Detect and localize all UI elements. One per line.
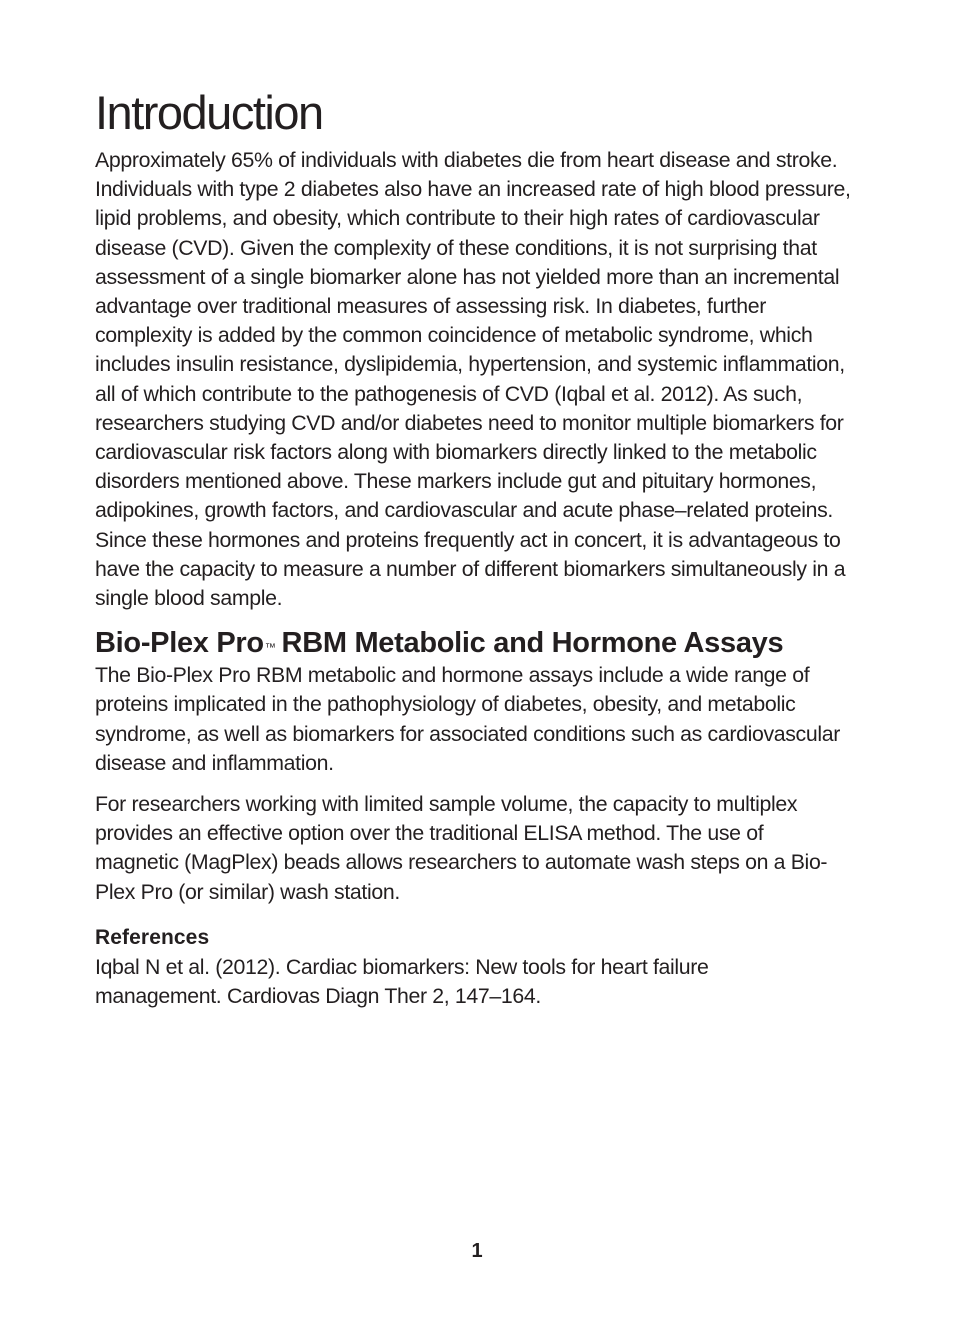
document-page xyxy=(95,86,865,1011)
reference-item: Iqbal N et al. (2012). Cardiac biomarkers: New tools for heart failure management. Cardiovas Diagn Ther 2, 147–164. xyxy=(95,954,709,1009)
section-heading-prefix: Bio-Plex Pro xyxy=(95,627,264,660)
section-heading xyxy=(95,626,865,660)
intro-paragraph: Approximately 65% of individuals with diabetes die from heart disease and stroke. Individuals with type 2 diabetes also have an increased rate of high blood pressure, lipid problems, and obesity, which contribute to their high rates of cardiovascular disease (CVD). Given the complexity of these conditions, it is not surprising that assessment of a single biomarker alone has not yielded more than an incremental advantage over traditional measures of assessing risk. In diabetes, further complexity is added by the common coincidence of metabolic syndrome, which includes insulin resistance, dyslipidemia, hypertension, and systemic inflammation, all of which contribute to the pathogenesis of CVD (Iqbal et al. 2012). As such, researchers studying CVD and/or diabetes need to monitor multiple biomarkers for cardiovascular risk factors along with biomarkers directly linked to the metabolic disorders mentioned above. These markers include gut and pituitary hormones, adipokines, growth factors, and cardiovascular and acute phase–related proteins. Since these hormones and proteins frequently act in concert, it is advantageous to have the capacity to measure a number of different biomarkers simultaneously in a single blood sample. xyxy=(95,148,851,611)
references-heading: References xyxy=(95,925,210,949)
page-title: Introduction xyxy=(95,86,323,139)
section-heading-suffix: RBM Metabolic and Hormone Assays xyxy=(281,627,784,660)
trademark-symbol: ™ xyxy=(264,642,276,655)
page-number: 1 xyxy=(471,1240,483,1262)
section-paragraph-1: The Bio-Plex Pro RBM metabolic and hormone assays include a wide range of proteins implicated in the pathophysiology of diabetes, obesity, and metabolic syndrome, as well as biomarkers for associated conditions such as cardiovascular disease and inflammation. xyxy=(95,663,840,775)
section-paragraph-2: For researchers working with limited sample volume, the capacity to multiplex provides an effective option over the traditional ELISA method. The use of magnetic (MagPlex) beads allows researchers to automate wash steps on a Bio-Plex Pro (or similar) wash station. xyxy=(95,792,828,904)
